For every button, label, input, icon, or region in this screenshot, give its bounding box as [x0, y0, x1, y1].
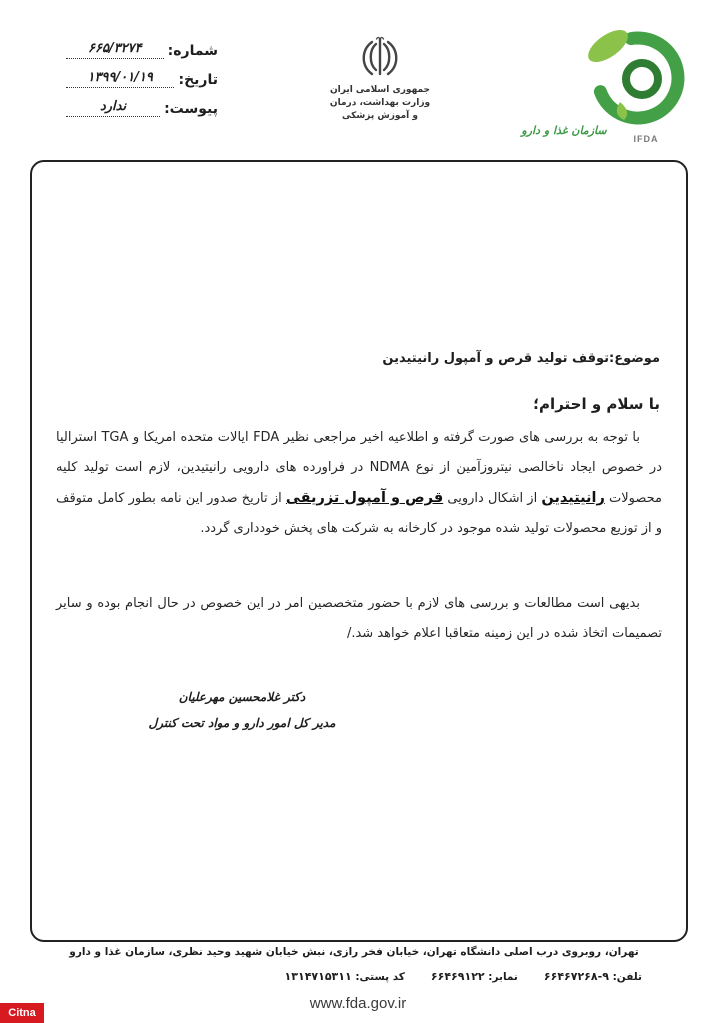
fax-value: ۶۶۴۶۹۱۲۲ — [430, 970, 485, 983]
phone-label: تلفن: — [612, 971, 642, 983]
letter-date-row — [66, 59, 218, 88]
letter-subject — [382, 351, 660, 366]
phone-value: ۹-۶۶۴۶۷۲۶۸ — [543, 970, 609, 983]
letter-date-value: ۱۳۹۹/۰۱/۱۹ — [66, 69, 174, 88]
paragraph-1-text-2: از اشکال دارویی — [447, 491, 538, 506]
postal-code-value: ۱۳۱۴۷۱۵۳۱۱ — [284, 970, 352, 983]
paragraph-1-emphasis-1: رانیتیدین — [541, 490, 605, 506]
ministry-line-2: وزارت بهداشت، درمان — [329, 98, 431, 108]
letter-frame — [30, 160, 688, 942]
footer-phone — [544, 970, 642, 983]
iran-emblem-icon — [360, 34, 400, 78]
signatory-title: مدیر کل امور دارو و مواد تحت کنترل — [148, 716, 336, 730]
signature-block — [124, 684, 360, 736]
letter-meta — [66, 30, 218, 117]
ministry-name — [316, 84, 444, 123]
footer-address: تهران، روبروی درب اصلی دانشگاه تهران، خیابان فخر رازی، نبش خیابان شهید وحید نظری، سازمان غذا و دارو — [69, 946, 639, 958]
footer-website: www.fda.gov.ir — [309, 995, 407, 1012]
ifda-logo-icon — [520, 16, 690, 128]
paragraph-1-emphasis-2: قرص و آمپول تزریقی — [285, 490, 444, 506]
letter-attachment-label: پیوست: — [164, 101, 218, 117]
paragraph-1-text-3: از تاریخ صدور این نامه بطور کامل متوقف و از توزیع محصولات تولید شده موجود در کارخانه به شرکت های پخش خودداری گردد. — [56, 491, 662, 536]
letter-attachment-row — [66, 88, 218, 117]
postal-code-label: کد پستی: — [355, 971, 405, 983]
letter-number-label: شماره: — [167, 43, 218, 59]
letter-number-value: ۶۶۵/۳۲۷۴ — [66, 40, 164, 59]
footer-contacts — [285, 970, 642, 983]
ministry-line-1: جمهوری اسلامی ایران — [329, 85, 431, 95]
citna-watermark-logo: Citna — [0, 1003, 44, 1023]
footer-fax — [431, 970, 518, 983]
paragraph-1-text-1: با توجه به بررسی های صورت گرفته و اطلاعیه اخیر مراجعی نظیر FDA ایالات متحده امریکا و TGA استرالیا در خصوص ایجاد ناخالصی نیتروزآمین از نوع NDMA در فراورده های دارویی رانیتیدین، لازم است تولید کلیه محصولات — [56, 430, 662, 506]
subject-label: موضوع: — [609, 351, 660, 366]
letter-greeting: با سلام و احترام؛ — [533, 395, 660, 413]
letter-paragraph-2: بدیهی است مطالعات و بررسی های لازم با حضور متخصصین امر در این خصوص در حال انجام بوده و سایر تصمیمات اتخاذ شده در این زمینه متعاقبا اعلام خواهد شد./ — [56, 596, 662, 641]
logo-name-persian: سازمان غذا و دارو — [521, 124, 607, 137]
letter-number-row — [66, 30, 218, 59]
signatory-name: دکتر غلامحسین مهرعلیان — [178, 690, 306, 704]
letter-paragraph-1 — [56, 423, 662, 544]
subject-text: توقف تولید قرص و آمپول رانیتیدین — [382, 351, 609, 366]
logo-name-english: IFDA — [633, 134, 659, 144]
letter-attachment-value: ندارد — [66, 98, 160, 117]
fax-label: نمابر: — [488, 971, 518, 983]
letter-date-label: تاریخ: — [178, 72, 218, 88]
ministry-line-3: و آموزش پزشکی — [342, 111, 418, 121]
footer-postal-code — [285, 970, 405, 983]
